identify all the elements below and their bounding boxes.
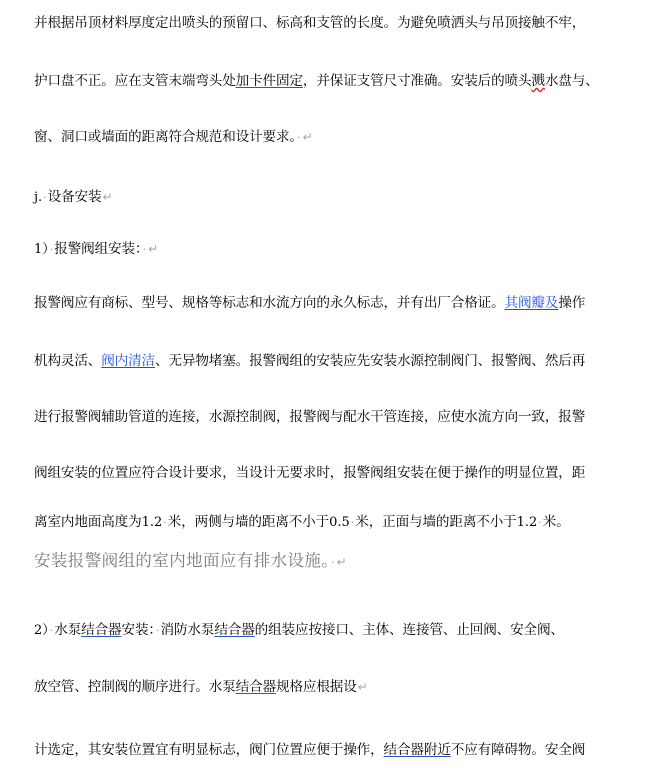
document-line [34,464,646,482]
text-run: 米，两侧与墙的距离不小于 [167,514,330,530]
hyperlink[interactable]: 阀内清洁 [101,353,155,369]
latin-run: 1） [34,242,49,257]
space-mark-icon: · [163,516,167,529]
document-line [34,352,646,370]
document-line [34,294,646,312]
text-run: 设备安装 [47,189,102,205]
text-run: 机构灵活、 [34,353,102,369]
hyperlink[interactable]: 加卡件固定 [235,73,303,89]
text-run: 报警阀组安装： [54,241,142,257]
document-line [34,128,646,147]
spellcheck-error[interactable]: 溅 [531,73,545,89]
paragraph-mark-icon: ↵ [336,555,347,569]
document-line [34,678,646,696]
text-run: 、无异物堵塞。报警阀组的安装应先安装水源控制阀门、报警阀、然后再 [155,353,586,369]
space-mark-icon: · [350,516,355,529]
paragraph-mark-icon: ↵ [302,130,313,144]
text-run: 安装： [121,622,156,638]
space-mark-icon: · [538,516,542,529]
text-run: ，并保证支管尺寸准确。安装后的喷头 [302,73,532,89]
text-run: 进行报警阀辅助管道的连接，水源控制阀，报警阀与配水干管连接，应使水流方向一致，报警 [34,409,586,425]
text-run: 规格应根据设 [276,679,357,695]
latin-run: 1.2 [516,515,538,530]
paragraph-mark-icon: ↵ [357,680,368,694]
text-run: 安装报警阀组的室内地面应有排水设施。 [34,551,330,570]
document-line [34,513,646,532]
text-run: 水盘与、 [544,73,599,89]
latin-run: 0.5 [329,515,350,530]
text-run: 米，正面与墙的距离不小于 [355,514,517,530]
text-run: 阀组安装的位置应符合设计要求，当设计无要求时，报警阀组安装在便于操作的明显位置，距 [34,465,586,481]
latin-run: j. [34,190,43,205]
text-run: 水泵 [54,622,82,638]
text-run: 消防水泵 [160,622,215,638]
text-run: 不应有障碍物。安全阀 [450,742,586,758]
hyperlink[interactable]: 结合器 [235,679,276,695]
document-line [34,621,646,640]
text-run: 报警阀应有商标、型号、规格等标志和水流方向的永久标志，并有出厂合格证。 [34,295,505,311]
latin-run: 2） [34,623,49,638]
text-run: 护口盘不正。应在支管末端弯头处 [34,73,236,89]
space-mark-icon: · [330,556,335,569]
document-line [34,408,646,426]
hyperlink[interactable]: 结合器 [81,622,122,638]
hyperlink[interactable]: 结合器 [214,622,255,638]
text-run: 窗、洞口或墙面的距离符合规范和设计要求。 [34,129,297,145]
space-mark-icon: · [49,243,54,256]
text-run: 并根据吊顶材料厚度定出喷头的预留口、标高和支管的长度。为避免喷洒头与吊顶接触不牢， [34,15,586,31]
space-mark-icon: · [49,624,54,637]
text-run: 计选定，其安装位置宜有明显标志，阀门位置应便于操作， [34,742,384,758]
hyperlink[interactable]: 其阀瓣及 [504,295,559,311]
document-line [34,14,646,32]
document-line [34,240,646,259]
document-line [34,72,646,90]
hyperlink[interactable]: 结合器附近 [383,742,451,758]
document-line [34,552,646,572]
text-run: 离室内地面高度为 [34,514,142,530]
latin-run: 1.2 [141,515,163,530]
space-mark-icon: · [297,131,301,144]
document-line [34,741,646,759]
space-mark-icon: · [156,624,160,637]
text-run: 米。 [542,514,570,530]
text-run: 操作 [558,295,586,311]
space-mark-icon: · [142,243,147,256]
text-run: 的组装应按接口、主体、连接管、止回阀、安全阀、 [254,622,564,638]
text-run: 放空管、控制阀的顺序进行。水泵 [34,679,236,695]
paragraph-mark-icon: ↵ [148,242,158,256]
space-mark-icon: · [43,191,47,204]
paragraph-mark-icon: ↵ [102,190,113,204]
document-line [34,188,646,207]
